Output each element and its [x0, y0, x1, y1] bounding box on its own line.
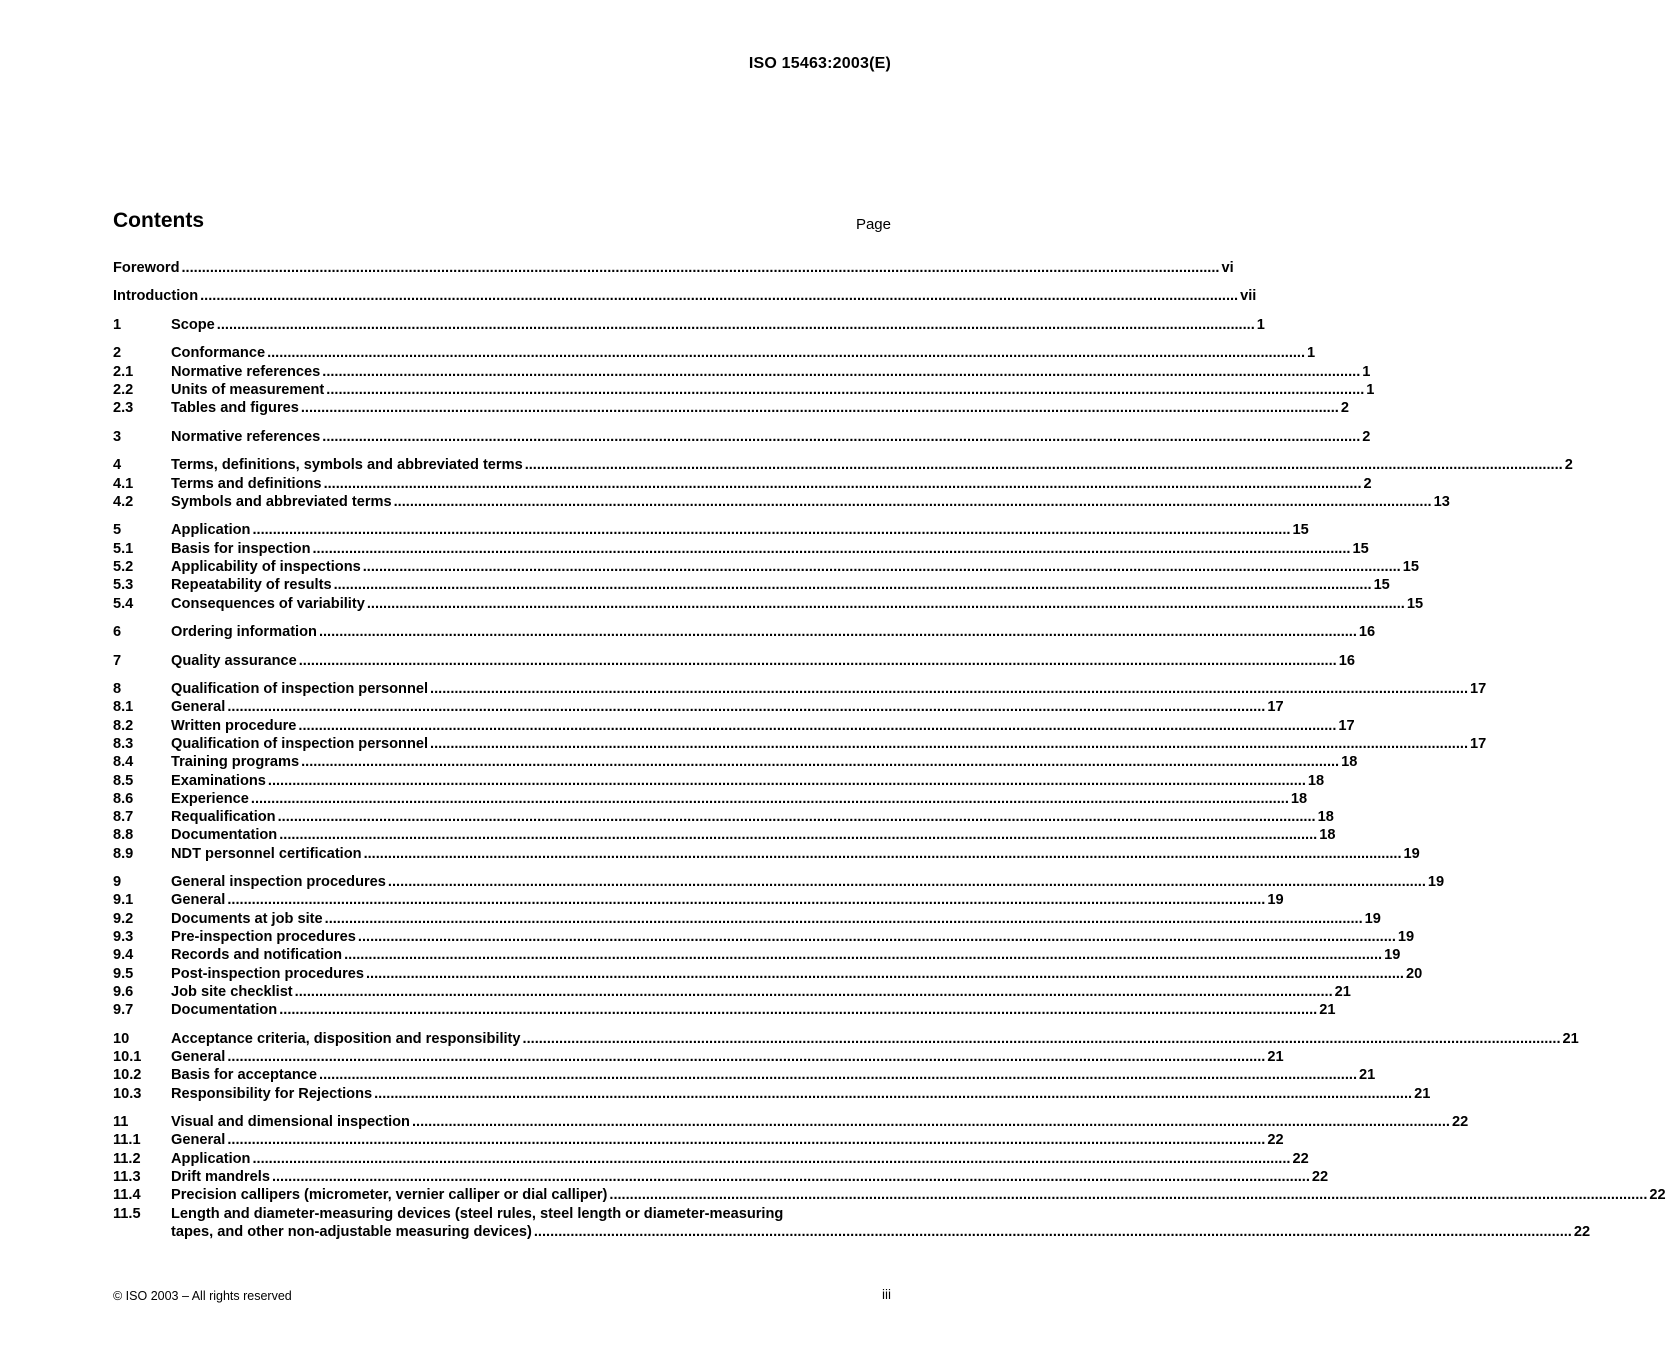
toc-entry-title: Terms, definitions, symbols and abbreviated terms [171, 457, 523, 474]
toc-entry-title: Basis for acceptance [171, 1067, 318, 1084]
toc-entry-title: Tables and figures [171, 400, 299, 417]
toc-entry-page: vi [1221, 260, 1234, 276]
toc-group [113, 521, 1424, 612]
toc-entry-number: 5.4 [113, 595, 134, 612]
toc-dot-leader [319, 1066, 1357, 1084]
toc-entry[interactable] [113, 845, 1420, 863]
toc-entry[interactable] [113, 910, 1381, 928]
toc-group [113, 259, 1234, 277]
toc-entry[interactable] [113, 521, 1309, 539]
toc-entry-page: vii [1240, 288, 1257, 305]
toc-dot-leader [322, 363, 1360, 381]
toc-entry-title: Responsibility for Rejections [171, 1085, 373, 1102]
toc-entry-number: 2 [113, 345, 122, 362]
toc-entry[interactable] [113, 576, 1390, 594]
toc-entry-number: 9.4 [113, 947, 134, 964]
toc-entry-page: 22 [1573, 1223, 1591, 1240]
toc-dot-leader [322, 428, 1360, 446]
toc-entry-title: Training programs [171, 754, 300, 771]
toc-dot-leader [312, 540, 1350, 558]
toc-dot-leader [325, 910, 1363, 928]
toc-entry-number: 7 [113, 652, 122, 669]
toc-entry[interactable] [113, 826, 1336, 844]
toc-entry-number: 9.1 [113, 892, 134, 909]
toc-entry[interactable] [113, 772, 1325, 790]
toc-entry[interactable] [113, 1131, 1284, 1149]
toc-group [113, 873, 1445, 1019]
toc-entry-title: NDT personnel certification [171, 845, 362, 862]
toc-entry-number: 8.8 [113, 827, 134, 844]
toc-entry-number: 2.1 [113, 363, 134, 380]
toc-dot-leader [364, 845, 1402, 863]
toc-entry-number: 11.5 [113, 1205, 141, 1222]
toc-entry-page: 19 [1364, 910, 1381, 927]
toc-dot-leader [278, 808, 1316, 826]
toc-entry-title: Documents at job site [171, 910, 323, 927]
toc-entry-page: 18 [1290, 790, 1308, 807]
toc-entry-title-continued [171, 1223, 1590, 1241]
toc-dot-leader [367, 595, 1405, 613]
toc-entry-page: 2 [1363, 475, 1372, 492]
table-of-contents [113, 259, 1666, 1251]
toc-dot-leader [430, 680, 1468, 698]
toc-dot-leader [430, 735, 1468, 753]
toc-entry-title-cont: tapes, and other non-adjustable measuring devices) [171, 1223, 532, 1240]
toc-dot-leader [251, 790, 1289, 808]
toc-entry-title: Ordering information [171, 624, 317, 641]
toc-entry-page: 16 [1338, 652, 1355, 669]
toc-entry-page: 22 [1292, 1150, 1309, 1167]
toc-dot-leader [525, 456, 1563, 474]
toc-entry-page: 21 [1562, 1030, 1579, 1047]
toc-entry-page: 17 [1267, 699, 1284, 716]
toc-entry-title: Repeatability of results [171, 577, 332, 594]
toc-entry[interactable] [113, 344, 1316, 362]
toc-entry-number: 8.3 [113, 735, 134, 752]
contents-heading: Contents [113, 209, 204, 232]
toc-entry-title: General [171, 699, 226, 716]
toc-entry-title: Length and diameter-measuring devices (steel rules, steel length or diameter-measuring [171, 1205, 784, 1222]
toc-entry[interactable] [113, 558, 1419, 576]
toc-entry-title: Drift mandrels [171, 1169, 270, 1186]
toc-entry-title: Pre-inspection procedures [171, 929, 356, 946]
toc-entry-page: 21 [1414, 1085, 1431, 1102]
toc-group [113, 428, 1371, 446]
toc-entry-number: 9 [113, 874, 122, 891]
toc-entry-page: 16 [1358, 624, 1376, 641]
toc-entry-number: 11.3 [113, 1169, 141, 1186]
toc-entry-title: Application [171, 1150, 251, 1167]
toc-entry-page: 15 [1406, 595, 1424, 612]
toc-group [113, 287, 1257, 305]
toc-entry[interactable] [113, 735, 1487, 753]
toc-entry-page: 2 [1340, 400, 1349, 417]
toc-entry-title: Foreword [113, 260, 180, 276]
toc-entry-title: General [171, 892, 226, 909]
toc-entry-number: 8.2 [113, 717, 134, 734]
toc-entry-title: General [171, 1049, 226, 1066]
toc-entry-number: 8.1 [113, 699, 134, 716]
toc-entry-title-block [171, 1205, 1590, 1242]
toc-entry[interactable] [113, 891, 1284, 909]
toc-entry-page: 18 [1341, 754, 1358, 771]
toc-dot-leader [523, 1030, 1561, 1048]
toc-entry[interactable] [113, 595, 1424, 613]
toc-entry-number: 4.2 [113, 493, 134, 510]
toc-entry-page: 19 [1397, 929, 1415, 946]
toc-entry-page: 1 [1307, 345, 1316, 362]
toc-group [113, 652, 1355, 670]
toc-entry-page: 22 [1649, 1187, 1666, 1204]
toc-entry-title: Conformance [171, 345, 266, 362]
toc-entry-page: 18 [1317, 809, 1334, 826]
toc-entry[interactable] [113, 928, 1415, 946]
toc-dot-leader [299, 652, 1337, 670]
toc-entry[interactable] [113, 808, 1334, 826]
toc-entry-number: 2.2 [113, 382, 134, 399]
toc-dot-leader [267, 344, 1305, 362]
toc-dot-leader [252, 1150, 1290, 1168]
toc-entry-number: 11.2 [113, 1150, 141, 1167]
toc-entry-number: 6 [113, 624, 122, 641]
toc-dot-leader [279, 826, 1317, 844]
toc-dot-leader [279, 1001, 1317, 1019]
toc-entry[interactable] [113, 652, 1355, 670]
toc-entry-number: 9.2 [113, 910, 134, 927]
toc-entry[interactable] [113, 1150, 1309, 1168]
toc-dot-leader [326, 381, 1364, 399]
toc-dot-leader [412, 1113, 1450, 1131]
toc-entry-page: 1 [1366, 382, 1375, 399]
toc-entry-page: 13 [1433, 493, 1450, 510]
toc-dot-leader [298, 717, 1336, 735]
toc-entry-number: 2.3 [113, 400, 134, 417]
toc-entry-number: 10 [113, 1030, 130, 1047]
toc-entry[interactable] [113, 965, 1423, 983]
toc-entry-title: Application [171, 522, 251, 539]
toc-dot-leader [227, 1048, 1265, 1066]
toc-entry[interactable] [113, 493, 1450, 511]
toc-entry-title: General [171, 1132, 226, 1149]
toc-entry-page: 19 [1384, 947, 1401, 964]
toc-entry-page: 19 [1403, 845, 1420, 862]
toc-entry-page: 1 [1362, 363, 1371, 380]
toc-entry-number: 5.1 [113, 540, 134, 557]
toc-entry-page: 21 [1319, 1002, 1336, 1019]
toc-entry-page: 18 [1319, 827, 1336, 844]
toc-entry[interactable] [113, 680, 1487, 698]
toc-entry[interactable] [113, 623, 1376, 641]
toc-entry-page: 15 [1292, 522, 1309, 539]
toc-entry-number: 8.9 [113, 845, 134, 862]
toc-entry[interactable] [113, 259, 1234, 277]
toc-entry-number: 1 [113, 316, 122, 333]
toc-entry[interactable] [113, 1085, 1431, 1103]
toc-group [113, 1113, 1666, 1241]
footer-page-number: iii [882, 1287, 891, 1302]
toc-entry-page: 22 [1311, 1169, 1329, 1186]
toc-entry-number: 11.4 [113, 1187, 141, 1204]
toc-entry-title: Precision callipers (micrometer, vernier calliper or dial calliper) [171, 1187, 608, 1204]
toc-entry-page: 17 [1338, 717, 1355, 734]
toc-entry[interactable] [113, 1205, 1591, 1242]
toc-entry-number: 4 [113, 457, 122, 474]
toc-group [113, 316, 1265, 334]
toc-dot-leader [534, 1223, 1572, 1241]
toc-entry-number: 9.5 [113, 965, 134, 982]
toc-entry-title: Acceptance criteria, disposition and responsibility [171, 1030, 521, 1047]
toc-dot-leader [227, 891, 1265, 909]
toc-dot-leader [301, 753, 1339, 771]
toc-dot-leader [272, 1168, 1310, 1186]
toc-entry-title: Documentation [171, 827, 278, 844]
toc-entry[interactable] [113, 1113, 1469, 1131]
toc-entry-number: 5.3 [113, 577, 134, 594]
toc-entry-page: 2 [1564, 457, 1573, 474]
toc-entry[interactable] [113, 399, 1349, 417]
toc-dot-leader [181, 259, 1219, 277]
toc-entry[interactable] [113, 428, 1371, 446]
toc-entry[interactable] [113, 1168, 1329, 1186]
toc-entry-page: 1 [1256, 316, 1265, 333]
toc-entry-number: 9.7 [113, 1002, 134, 1019]
toc-entry-title: Applicability of inspections [171, 558, 361, 575]
toc-entry-number: 8.7 [113, 809, 134, 826]
toc-group [113, 623, 1376, 641]
document-id: ISO 15463:2003(E) [748, 55, 891, 72]
toc-entry-title: Examinations [171, 772, 266, 789]
toc-entry-page: 19 [1427, 874, 1445, 891]
toc-entry[interactable] [113, 1186, 1666, 1204]
toc-dot-leader [227, 698, 1265, 716]
toc-entry-title: Qualification of inspection personnel [171, 735, 429, 752]
toc-entry-number: 5.2 [113, 558, 134, 575]
toc-entry[interactable] [113, 983, 1351, 1001]
toc-dot-leader [388, 873, 1426, 891]
toc-entry[interactable] [113, 540, 1369, 558]
toc-entry-number: 9.6 [113, 983, 134, 1000]
toc-entry[interactable] [113, 363, 1371, 381]
footer-copyright: © ISO 2003 – All rights reserved [113, 1289, 292, 1303]
toc-entry-page: 22 [1451, 1114, 1469, 1131]
toc-entry-page: 17 [1470, 735, 1487, 752]
toc-entry[interactable] [113, 1048, 1284, 1066]
toc-entry[interactable] [113, 790, 1308, 808]
toc-entry-title: Basis for inspection [171, 540, 311, 557]
toc-dot-leader [358, 928, 1396, 946]
toc-entry-page: 22 [1267, 1132, 1284, 1149]
toc-group [113, 1030, 1579, 1103]
toc-entry-title: Units of measurement [171, 382, 325, 399]
toc-entry[interactable] [113, 698, 1284, 716]
toc-entry-number: 10.1 [113, 1049, 142, 1066]
toc-entry[interactable] [113, 946, 1401, 964]
page-column-label: Page [855, 216, 891, 233]
toc-dot-leader [301, 399, 1339, 417]
toc-entry[interactable] [113, 1030, 1579, 1048]
toc-entry-title: Consequences of variability [171, 595, 365, 612]
toc-dot-leader [334, 576, 1372, 594]
toc-dot-leader [217, 316, 1255, 334]
toc-dot-leader [227, 1131, 1265, 1149]
toc-entry-title: Terms and definitions [171, 475, 322, 492]
toc-dot-leader [324, 475, 1362, 493]
toc-entry-page: 21 [1334, 983, 1351, 1000]
toc-entry-title: General inspection procedures [171, 874, 386, 891]
toc-entry-number: 4.1 [113, 475, 134, 492]
toc-entry[interactable] [113, 1001, 1336, 1019]
toc-entry[interactable] [113, 316, 1265, 334]
toc-entry-page: 15 [1373, 577, 1390, 594]
toc-entry-number: 3 [113, 428, 122, 445]
toc-entry[interactable] [113, 381, 1375, 399]
toc-entry-title: Visual and dimensional inspection [171, 1114, 410, 1131]
toc-group [113, 680, 1487, 863]
toc-entry[interactable] [113, 456, 1573, 474]
toc-entry-page: 21 [1267, 1049, 1284, 1066]
toc-dot-leader [363, 558, 1401, 576]
toc-dot-leader [394, 493, 1432, 511]
toc-entry-number: 9.3 [113, 929, 134, 946]
toc-entry-title: Written procedure [171, 717, 297, 734]
toc-dot-leader [366, 965, 1404, 983]
toc-entry-number: 10.2 [113, 1067, 142, 1084]
toc-dot-leader [200, 287, 1238, 305]
toc-entry-title: Post-inspection procedures [171, 965, 364, 982]
toc-entry-title: Job site checklist [171, 983, 293, 1000]
toc-group [113, 456, 1573, 511]
toc-entry-number: 8.4 [113, 754, 134, 771]
toc-entry-title: Scope [171, 316, 215, 333]
toc-entry-page: 21 [1359, 1067, 1376, 1084]
toc-entry[interactable] [113, 717, 1355, 735]
toc-entry-number: 5 [113, 522, 122, 539]
toc-entry-title: Introduction [113, 288, 199, 305]
toc-dot-leader [319, 623, 1357, 641]
toc-entry[interactable] [113, 873, 1445, 891]
toc-dot-leader [252, 521, 1290, 539]
toc-entry-title: Normative references [171, 428, 321, 445]
toc-entry-page: 18 [1307, 772, 1325, 789]
toc-group [113, 344, 1375, 417]
toc-entry-number: 11.1 [113, 1132, 141, 1149]
toc-entry-title: Experience [171, 790, 249, 807]
toc-entry[interactable] [113, 1066, 1376, 1084]
toc-entry-title: Requalification [171, 809, 276, 826]
toc-dot-leader [344, 946, 1382, 964]
toc-entry-title: Normative references [171, 363, 321, 380]
toc-entry[interactable] [113, 287, 1257, 305]
toc-entry-title: Records and notification [171, 947, 343, 964]
toc-entry-page: 2 [1362, 428, 1371, 445]
toc-entry-page: 15 [1402, 558, 1419, 575]
toc-entry-number: 8.5 [113, 772, 134, 789]
toc-entry-number: 8 [113, 681, 122, 698]
toc-entry-title: Symbols and abbreviated terms [171, 493, 392, 510]
toc-dot-leader [295, 983, 1333, 1001]
toc-dot-leader [609, 1186, 1647, 1204]
toc-entry-number: 8.6 [113, 790, 134, 807]
toc-entry-title: Quality assurance [171, 652, 297, 669]
toc-entry-page: 17 [1470, 681, 1487, 698]
toc-dot-leader [268, 772, 1306, 790]
toc-entry-title: Qualification of inspection personnel [171, 681, 429, 698]
toc-entry-page: 15 [1352, 540, 1369, 557]
toc-entry-page: 19 [1267, 892, 1284, 909]
toc-entry-number: 11 [113, 1114, 129, 1131]
toc-entry-page: 20 [1405, 965, 1423, 982]
toc-entry-number: 10.3 [113, 1085, 142, 1102]
toc-dot-leader [374, 1085, 1412, 1103]
toc-entry[interactable] [113, 475, 1372, 493]
toc-entry-title: Documentation [171, 1002, 278, 1019]
toc-entry[interactable] [113, 753, 1358, 771]
